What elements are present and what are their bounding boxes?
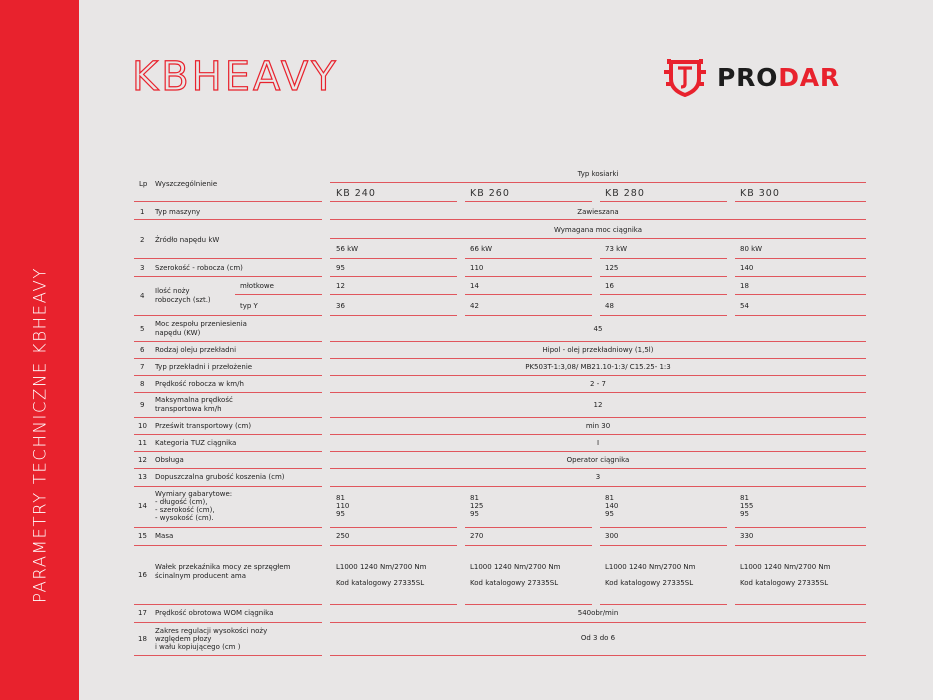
row-value: 48	[605, 302, 614, 310]
row-label: Rodzaj oleju przekładni	[155, 346, 237, 354]
divider	[330, 358, 866, 359]
row-label: Prześwit transportowy (cm)	[155, 422, 252, 430]
divider	[134, 358, 322, 359]
row-value: 95	[470, 510, 479, 518]
row-value: 540obr/min	[577, 609, 619, 617]
row-value: 140	[740, 264, 754, 272]
row-label: roboczych (szt.)	[155, 296, 211, 304]
divider	[465, 294, 592, 295]
divider	[330, 468, 866, 469]
divider	[134, 545, 322, 546]
divider	[465, 604, 592, 605]
row-label: Wymiary gabarytowe:	[155, 490, 233, 498]
row-value: 66 kW	[470, 245, 493, 253]
row-value: 56 kW	[336, 245, 359, 253]
divider	[330, 238, 866, 239]
divider	[235, 294, 322, 295]
row-value: 125	[605, 264, 619, 272]
row-lp: 15	[138, 532, 147, 540]
divider	[600, 276, 727, 277]
page-title: KBHEAVY	[132, 54, 339, 100]
row-value: Kod katalogowy 27335SL	[336, 579, 425, 587]
row-label: transportowa km/h	[155, 405, 222, 413]
logo-text-dar: DAR	[778, 62, 840, 92]
row-value: L1000 1240 Nm/2700 Nm	[605, 563, 696, 571]
divider	[330, 545, 457, 546]
row-value: 45	[593, 325, 603, 333]
divider	[134, 527, 322, 528]
divider	[134, 622, 322, 623]
divider	[134, 392, 322, 393]
divider	[465, 315, 592, 316]
row-label: - wysokość (cm).	[155, 514, 214, 522]
row-lp: 5	[140, 325, 145, 333]
row-value: 16	[605, 282, 614, 290]
header-lp: Lp	[139, 180, 148, 188]
row-value: 270	[470, 532, 484, 540]
row-lp: 6	[140, 346, 145, 354]
row-label: Obsługa	[155, 456, 184, 464]
row-value: 2 - 7	[590, 380, 606, 388]
row-label: Szerokość - robocza (cm)	[155, 264, 243, 272]
divider	[330, 276, 457, 277]
row-label: Ilość noży	[155, 287, 190, 295]
divider	[330, 258, 457, 259]
row-value: 140	[605, 502, 619, 510]
row-value: 95	[336, 510, 345, 518]
divider	[330, 315, 457, 316]
divider	[330, 182, 866, 183]
divider	[465, 545, 592, 546]
divider	[134, 341, 322, 342]
divider	[465, 258, 592, 259]
row-value: min 30	[585, 422, 611, 430]
divider	[134, 655, 322, 656]
header-model-kb300: KB 300	[740, 188, 780, 199]
row-value: 14	[470, 282, 479, 290]
row-value: L1000 1240 Nm/2700 Nm	[470, 563, 561, 571]
divider	[330, 622, 866, 623]
divider	[465, 201, 592, 202]
divider	[134, 201, 322, 202]
divider	[134, 468, 322, 469]
divider	[735, 294, 866, 295]
row-lp: 12	[138, 456, 147, 464]
header-model-kb260: KB 260	[470, 188, 510, 199]
row-value: 110	[336, 502, 350, 510]
divider	[330, 219, 866, 220]
row-lp: 14	[138, 502, 147, 510]
divider	[465, 527, 592, 528]
divider	[134, 219, 322, 220]
row-label: napędu (KW)	[155, 329, 201, 337]
row-value: 110	[470, 264, 484, 272]
row-value: Zawieszana	[577, 208, 619, 216]
row-value: Kod katalogowy 27335SL	[470, 579, 559, 587]
row-label: Źródło napędu kW	[155, 236, 220, 244]
divider	[134, 276, 322, 277]
prodar-logo	[664, 57, 840, 97]
row-value: 12	[336, 282, 345, 290]
row-value: 3	[595, 473, 601, 481]
divider	[735, 545, 866, 546]
row-value: 81	[605, 494, 614, 502]
divider	[134, 451, 322, 452]
row-label: względem płozy	[155, 635, 212, 643]
prodar-shield-gear-icon	[664, 57, 706, 97]
divider	[600, 545, 727, 546]
row-label: Maksymalna prędkość	[155, 396, 233, 404]
divider	[465, 276, 592, 277]
row-label: i wału kopiującego (cm )	[155, 643, 241, 651]
row-value: 300	[605, 532, 619, 540]
row-value: 18	[740, 282, 749, 290]
row-lp: 13	[138, 473, 147, 481]
row-label: - długość (cm),	[155, 498, 208, 506]
divider	[134, 604, 322, 605]
row-label: Dopuszczalna grubość koszenia (cm)	[155, 473, 285, 481]
row-label: Masa	[155, 532, 174, 540]
row-value: 330	[740, 532, 754, 540]
row-lp: 17	[138, 609, 147, 617]
row-lp: 1	[140, 208, 145, 216]
row-value: 95	[605, 510, 614, 518]
row-lp: 16	[138, 571, 147, 579]
row-value: Kod katalogowy 27335SL	[740, 579, 829, 587]
divider	[600, 201, 727, 202]
row-value: 250	[336, 532, 350, 540]
row-label: Prędkość robocza w km/h	[155, 380, 244, 388]
divider	[330, 294, 457, 295]
row-value: 95	[740, 510, 749, 518]
row-value: Kod katalogowy 27335SL	[605, 579, 694, 587]
row-value: Od 3 do 6	[580, 634, 616, 642]
row-lp: 8	[140, 380, 145, 388]
header-model-kb240: KB 240	[336, 188, 376, 199]
row-lp: 3	[140, 264, 145, 272]
divider	[330, 434, 866, 435]
logo-wordmark	[717, 63, 840, 92]
row-value: 81	[336, 494, 345, 502]
divider	[735, 201, 866, 202]
row-subheader: Wymagana moc ciągnika	[553, 226, 643, 234]
divider	[134, 486, 322, 487]
header-model-kb280: KB 280	[605, 188, 645, 199]
row-sublabel: typ Y	[240, 302, 258, 310]
divider	[330, 201, 457, 202]
divider	[134, 417, 322, 418]
side-title: PARAMETRY TECHNICZNE KBHEAVY	[30, 266, 50, 604]
divider	[134, 375, 322, 376]
divider	[735, 258, 866, 259]
divider	[600, 315, 727, 316]
divider	[330, 341, 866, 342]
divider	[735, 276, 866, 277]
row-sublabel: młotkowe	[240, 282, 274, 290]
row-value: 42	[470, 302, 479, 310]
divider	[330, 375, 866, 376]
divider	[600, 604, 727, 605]
row-value: I	[596, 439, 600, 447]
row-value: L1000 1240 Nm/2700 Nm	[336, 563, 427, 571]
divider	[134, 434, 322, 435]
divider	[330, 655, 866, 656]
divider	[735, 315, 866, 316]
row-label: Moc zespołu przeniesienia	[155, 320, 247, 328]
row-lp: 10	[138, 422, 147, 430]
divider	[735, 527, 866, 528]
row-label: - szerokość (cm),	[155, 506, 215, 514]
divider	[735, 604, 866, 605]
row-value: PK503T-1:3,08/ MB21.10-1:3/ C15.25- 1:3	[525, 363, 671, 371]
row-label: Typ maszyny	[155, 208, 201, 216]
row-label: Typ przekładni i przełożenie	[155, 363, 253, 371]
header-spec: Wyszczególnienie	[155, 180, 218, 188]
divider	[600, 258, 727, 259]
row-value: 155	[740, 502, 754, 510]
row-lp: 4	[140, 292, 145, 300]
row-value: 80 kW	[740, 245, 763, 253]
row-value: L1000 1240 Nm/2700 Nm	[740, 563, 831, 571]
divider	[330, 392, 866, 393]
divider	[330, 417, 866, 418]
divider	[134, 258, 322, 259]
divider	[134, 315, 322, 316]
row-lp: 7	[140, 363, 145, 371]
row-label: Prędkość obrotowa WOM ciągnika	[155, 609, 274, 617]
row-value: 12	[593, 401, 603, 409]
divider	[330, 486, 866, 487]
row-value: Hipol - olej przekładniowy (1,5l)	[542, 346, 654, 354]
divider	[330, 527, 457, 528]
divider	[330, 604, 457, 605]
row-value: Operator ciągnika	[566, 456, 630, 464]
row-lp: 11	[138, 439, 147, 447]
row-lp: 18	[138, 635, 147, 643]
row-value: 54	[740, 302, 749, 310]
row-value: 81	[740, 494, 749, 502]
row-lp: 2	[140, 236, 145, 244]
row-label: Zakres regulacji wysokości noży	[155, 627, 268, 635]
row-value: 125	[470, 502, 484, 510]
header-type-group: Typ kosiarki	[577, 170, 619, 178]
divider	[600, 294, 727, 295]
row-value: 36	[336, 302, 345, 310]
row-label: Kategoria TUZ ciągnika	[155, 439, 237, 447]
row-label: Wałek przekaźnika mocy ze sprzęgłem	[155, 563, 291, 571]
row-value: 95	[336, 264, 345, 272]
row-value: 73 kW	[605, 245, 628, 253]
divider	[330, 451, 866, 452]
row-label: ścinalnym producent ama	[155, 572, 247, 580]
row-value: 81	[470, 494, 479, 502]
row-lp: 9	[140, 401, 145, 409]
logo-text-pro: PRO	[717, 62, 779, 92]
divider	[600, 527, 727, 528]
